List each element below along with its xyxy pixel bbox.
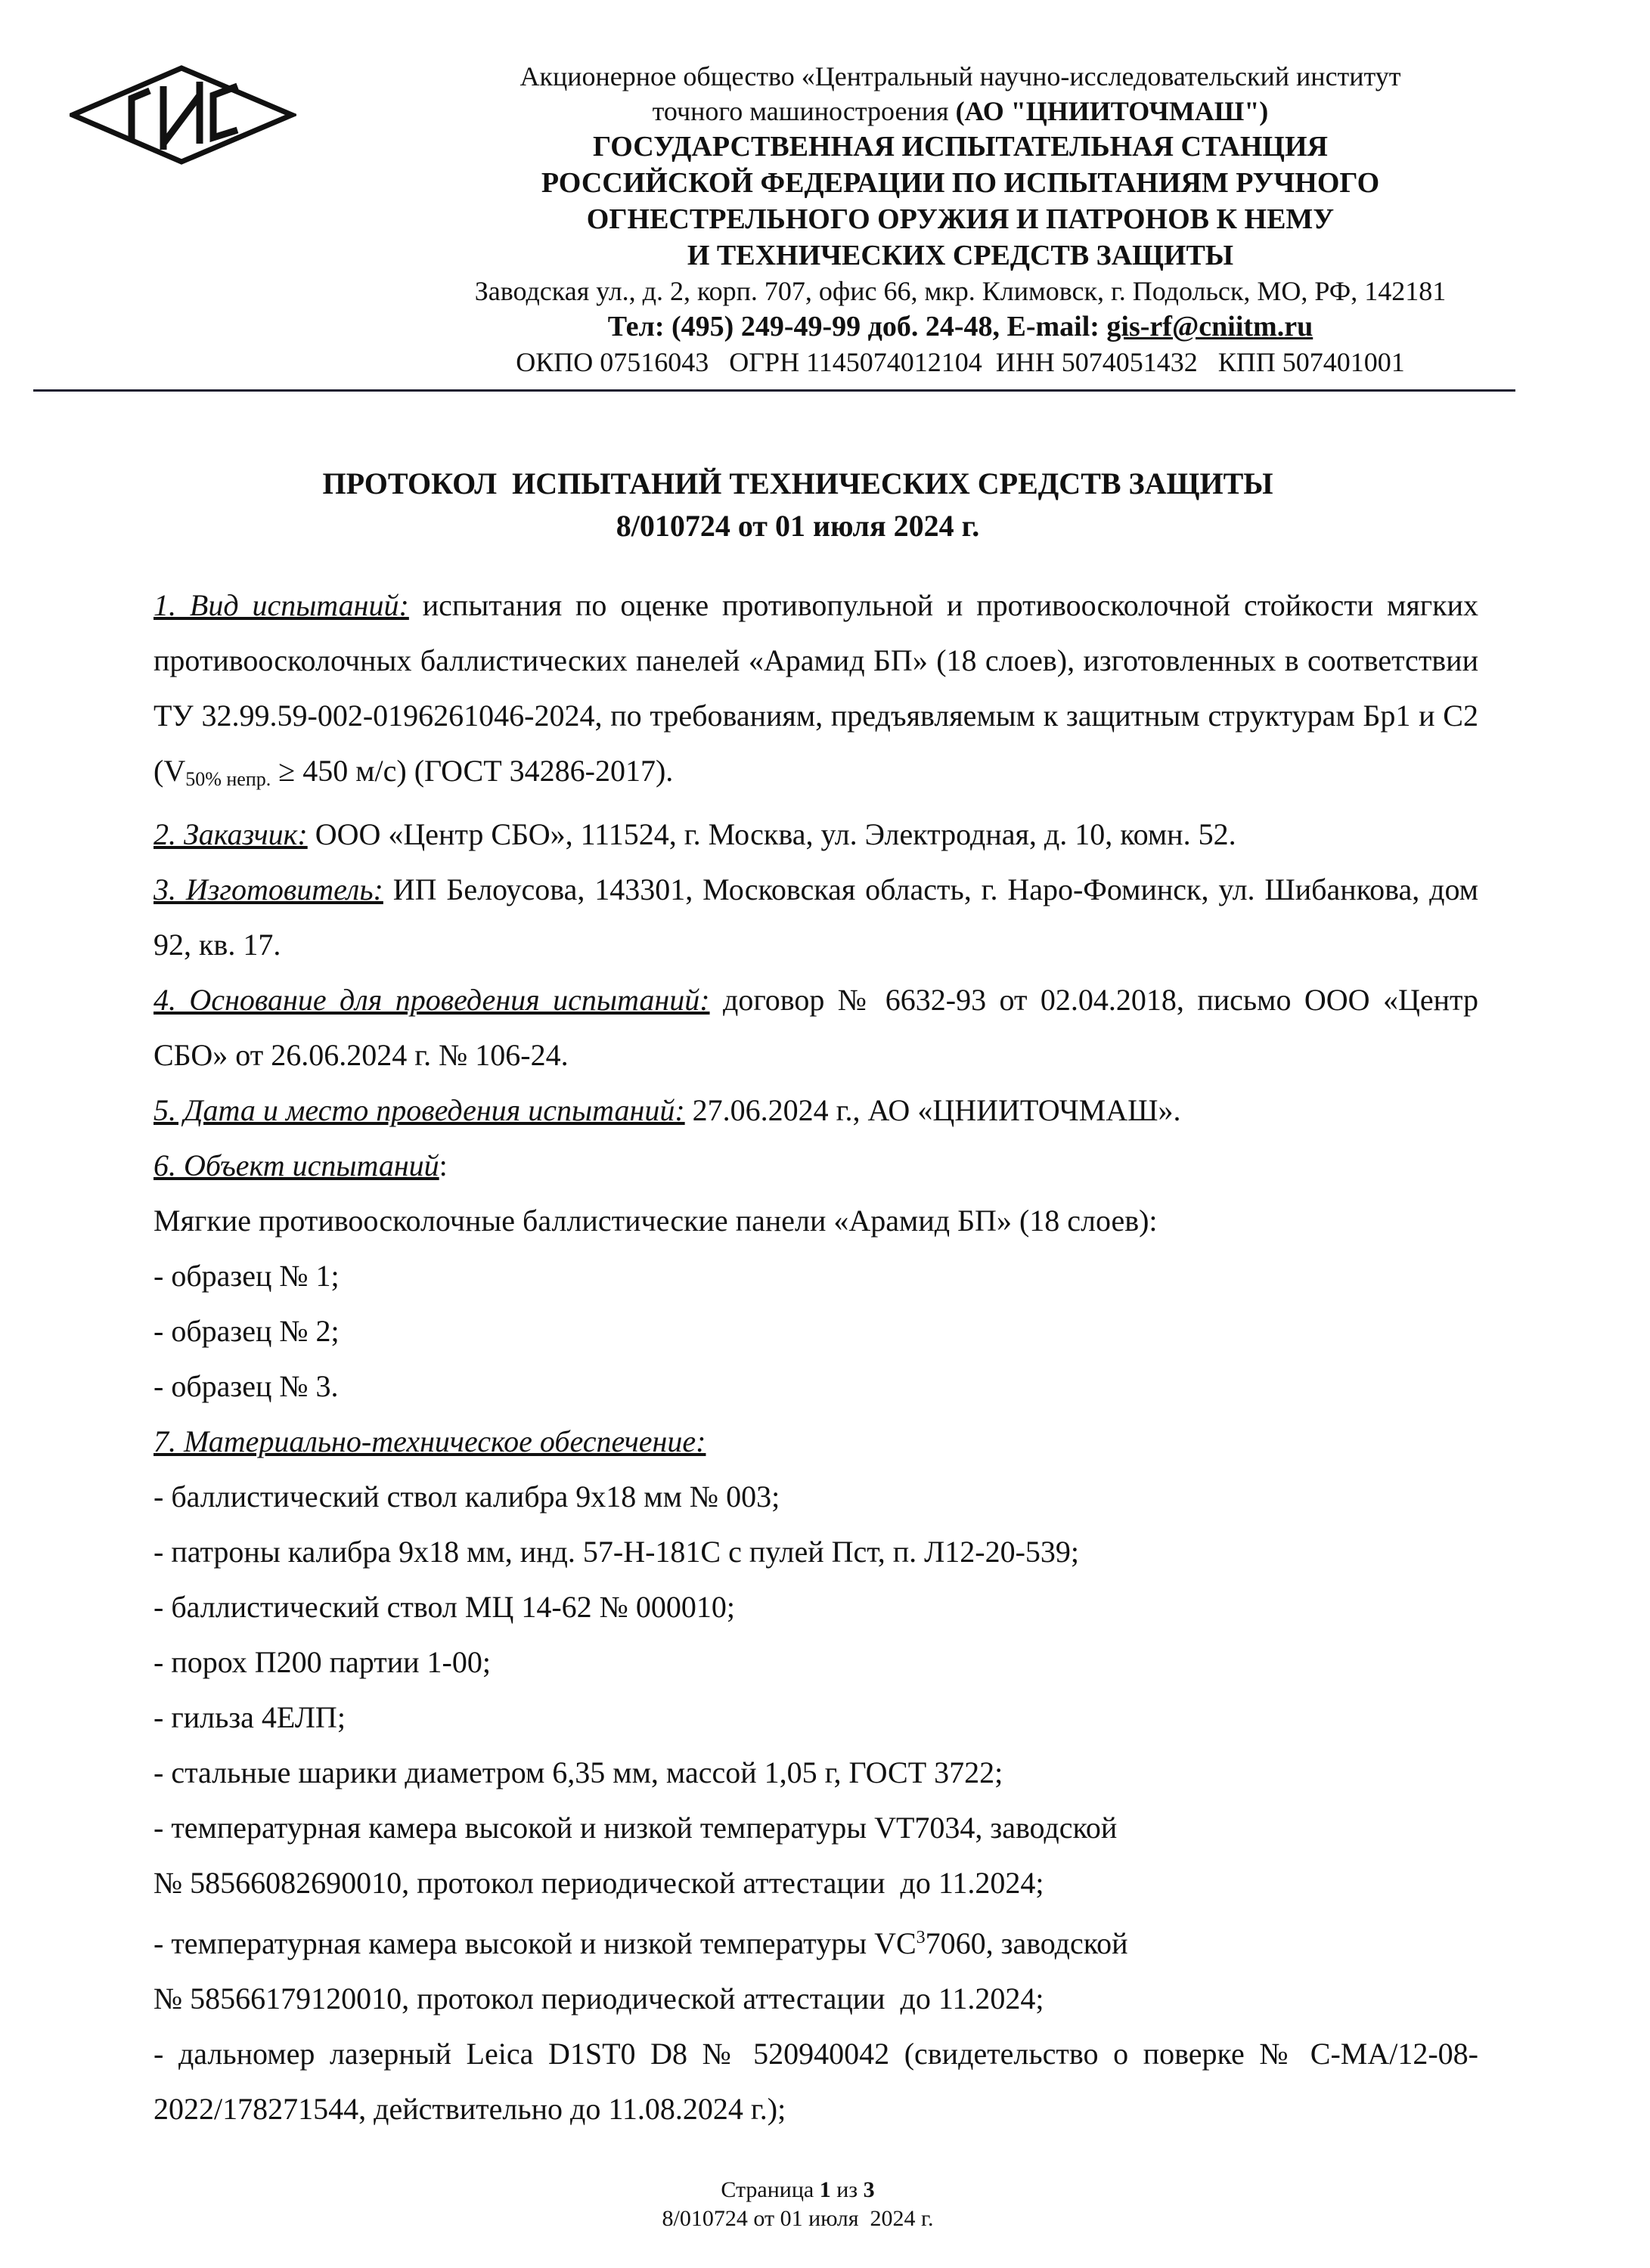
section-6-label: 6. Объект испытаний xyxy=(154,1148,439,1182)
section-5-label: 5. Дата и место проведения испытаний: xyxy=(154,1093,685,1127)
phone: Тел: (495) 249-49-99 доб. 24-48, E-mail: xyxy=(607,311,1107,342)
page-current: 1 xyxy=(819,2177,831,2202)
section-1-text-a: испытания по оценке противопульной и противоосколочной стойкости мягких противоосколочных баллистических панелей «Арамид БП» (18 слоев), изготовленных в соответствии ТУ 32.99.59-002-0196261046-2024, по требованиям, предъявляемым к защитным структурам Бр1 и С2 (V xyxy=(154,588,1478,788)
section-4 xyxy=(154,972,1478,1083)
sample-item: - образец № 2; xyxy=(154,1314,340,1348)
section-2-text: ООО «Центр СБО», 111524, г. Москва, ул. Электродная, д. 10, комн. 52. xyxy=(307,817,1236,851)
org-short-name: (АО "ЦНИИТОЧМАШ") xyxy=(955,96,1269,126)
document-title xyxy=(0,463,1596,547)
page-footer xyxy=(0,2176,1596,2233)
equipment-item: - баллистический ствол калибра 9х18 мм № 003; xyxy=(154,1479,780,1514)
equipment-item: - температурная камера высокой и низкой температуры VT7034, заводской xyxy=(154,1811,1118,1845)
station-line1: ГОСУДАРСТВЕННАЯ ИСПЫТАТЕЛЬНАЯ СТАНЦИЯ xyxy=(593,131,1328,163)
section-6-heading xyxy=(154,1138,1478,1193)
org-name-prefix: точного машиностроения xyxy=(652,96,956,126)
email-link[interactable]: gis-rf@cniitm.ru xyxy=(1106,311,1313,342)
equipment-item: № 58566082690010, протокол периодической аттестации до 11.2024; xyxy=(154,1866,1044,1900)
page-total: 3 xyxy=(863,2177,875,2202)
address: Заводская ул., д. 2, корп. 707, офис 66, мкр. Климовск, г. Подольск, МО, РФ, 142181 xyxy=(474,276,1447,306)
section-5 xyxy=(154,1083,1478,1138)
equipment-item: - баллистический ствол МЦ 14-62 № 000010; xyxy=(154,1590,735,1624)
equipment-item: - дальномер лазерный Leica D1ST0 D8 № 520940042 (свидетельство о поверке № С-МА/12-08-2022/178271544, действительно до 11.08.2024 г.); xyxy=(154,2037,1478,2126)
page-mid: из xyxy=(830,2177,864,2202)
section-7-label: 7. Материально-техническое обеспечение: xyxy=(154,1424,706,1458)
page-indicator xyxy=(0,2176,1596,2204)
section-1-label: 1. Вид испытаний: xyxy=(154,588,409,622)
title-line1: ПРОТОКОЛ ИСПЫТАНИЙ ТЕХНИЧЕСКИХ СРЕДСТВ ЗАЩИТЫ xyxy=(322,466,1273,500)
section-6-colon: : xyxy=(439,1148,448,1182)
section-3 xyxy=(154,862,1478,972)
org-name-line1: Акционерное общество «Центральный научно-исследовательский институт xyxy=(520,61,1401,91)
header-divider xyxy=(33,389,1515,392)
page-prefix: Страница xyxy=(721,2177,820,2202)
gis-logo xyxy=(70,65,296,165)
equipment-item: - порох П200 партии 1-00; xyxy=(154,1645,491,1679)
section-3-text: ИП Белоусова, 143301, Московская область, г. Наро-Фоминск, ул. Шибанкова, дом 92, кв. 17. xyxy=(154,872,1478,962)
section-1-subscript: 50% непр. xyxy=(185,768,271,790)
section-2-label: 2. Заказчик: xyxy=(154,817,308,851)
section-2 xyxy=(154,807,1478,862)
section-4-text: договор № 6632-93 от 02.04.2018, письмо ООО «Центр СБО» от 26.06.2024 г. № 106-24. xyxy=(154,983,1479,1072)
footer-doc-ref: 8/010724 от 01 июля 2024 г. xyxy=(662,2206,934,2231)
org-name-line2 xyxy=(355,94,1565,129)
equipment-item xyxy=(154,1910,1478,1971)
section-3-label: 3. Изготовитель: xyxy=(154,872,383,906)
equipment-item: - стальные шарики диаметром 6,35 мм, массой 1,05 г, ГОСТ 3722; xyxy=(154,1755,1003,1789)
contacts xyxy=(355,308,1565,345)
section-5-text: 27.06.2024 г., АО «ЦНИИТОЧМАШ». xyxy=(684,1093,1181,1127)
section-7-heading xyxy=(154,1414,1478,1469)
section-1-text-b: ≥ 450 м/с) (ГОСТ 34286-2017). xyxy=(271,754,674,788)
title-line2: 8/010724 от 01 июля 2024 г. xyxy=(616,509,980,543)
equipment-item: № 58566179120010, протокол периодической аттестации до 11.2024; xyxy=(154,1981,1044,2015)
section-6-intro: Мягкие противоосколочные баллистические панели «Арамид БП» (18 слоев): xyxy=(154,1204,1158,1238)
gis-diamond-logo-icon xyxy=(70,65,296,165)
section-4-label: 4. Основание для проведения испытаний: xyxy=(154,983,710,1017)
station-line2: РОССИЙСКОЙ ФЕДЕРАЦИИ ПО ИСПЫТАНИЯМ РУЧНОГО xyxy=(541,167,1380,199)
equipment-item: - гильза 4ЕЛП; xyxy=(154,1700,346,1734)
station-line4: И ТЕХНИЧЕСКИХ СРЕДСТВ ЗАЩИТЫ xyxy=(687,240,1234,271)
equipment-item: - патроны калибра 9х18 мм, инд. 57-Н-181С с пулей Пст, п. Л12-20-539; xyxy=(154,1535,1080,1569)
station-line3: ОГНЕСТРЕЛЬНОГО ОРУЖИЯ И ПАТРОНОВ К НЕМУ xyxy=(586,203,1335,235)
document-body xyxy=(154,578,1478,2136)
letterhead xyxy=(355,59,1565,380)
sample-item: - образец № 1; xyxy=(154,1259,340,1293)
vc-suffix: 7060, заводской xyxy=(925,1926,1128,1960)
vc-prefix: - температурная камера высокой и низкой температуры VC xyxy=(154,1926,916,1960)
vc-superscript: 3 xyxy=(916,1928,926,1947)
section-1 xyxy=(154,578,1478,807)
sample-item: - образец № 3. xyxy=(154,1369,339,1403)
registration-codes: ОКПО 07516043 ОГРН 1145074012104 ИНН 5074051432 КПП 507401001 xyxy=(516,347,1405,377)
